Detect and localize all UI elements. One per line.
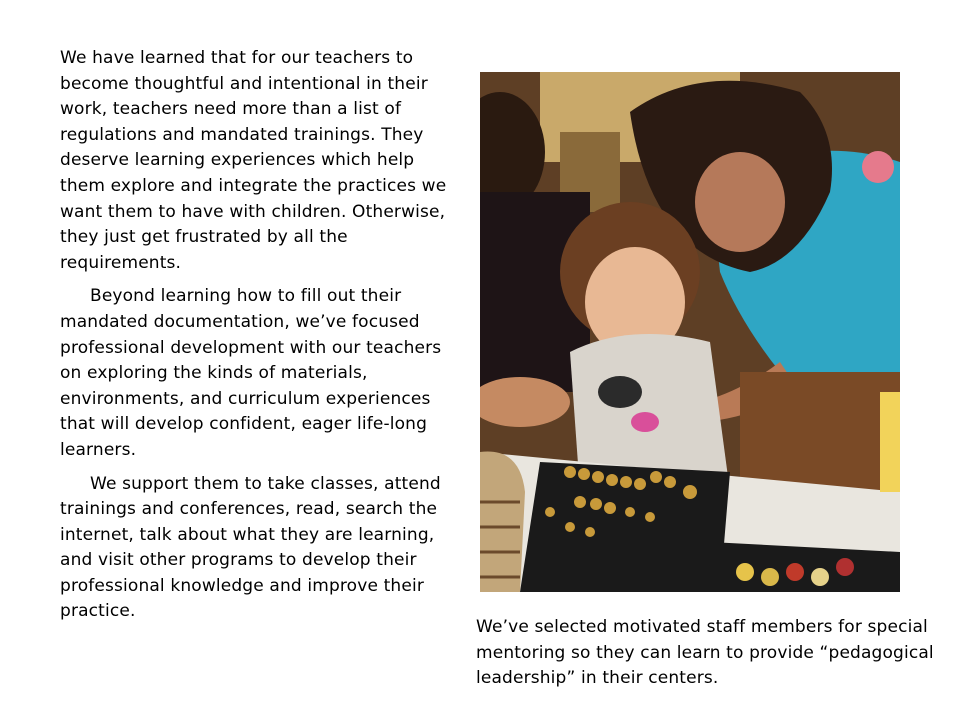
photo-shirt-flower [862,151,894,183]
classroom-photo [480,72,900,592]
photo-caption: We’ve selected motivated staff members for special mentoring so they can learn to provide “pedagogical leadership” in their centers. [476,617,934,689]
body-paragraph-2: Beyond learning how to fill out their mandated documentation, we’ve focused professional development with our teachers on exploring the kinds of materials, environments, and curriculum experiences that will develop confident, eager life-long learners. [60,286,442,460]
body-paragraph-1: We have learned that for our teachers to become thoughtful and intentional in their work, teachers need more than a list of regulations and mandated trainings. They deserve learning experiences which help them explore and integrate the practices we want them to have with children. Otherwise, they just get frustrated by all the requirements. [60,48,447,273]
classroom-photo-illustration [480,72,900,592]
photo-teacher-face [695,152,785,252]
photo-basket [480,452,525,593]
body-paragraph-3: We support them to take classes, attend trainings and conferences, read, search the internet, talk about what they are learning, and visit other programs to develop their professional knowledge and improve their practice. [60,473,441,622]
photo-child-shirt-print [598,376,642,408]
body-text-column [60,46,460,633]
photo-pink-bead [631,412,659,432]
photo-right-yellow [880,392,900,492]
